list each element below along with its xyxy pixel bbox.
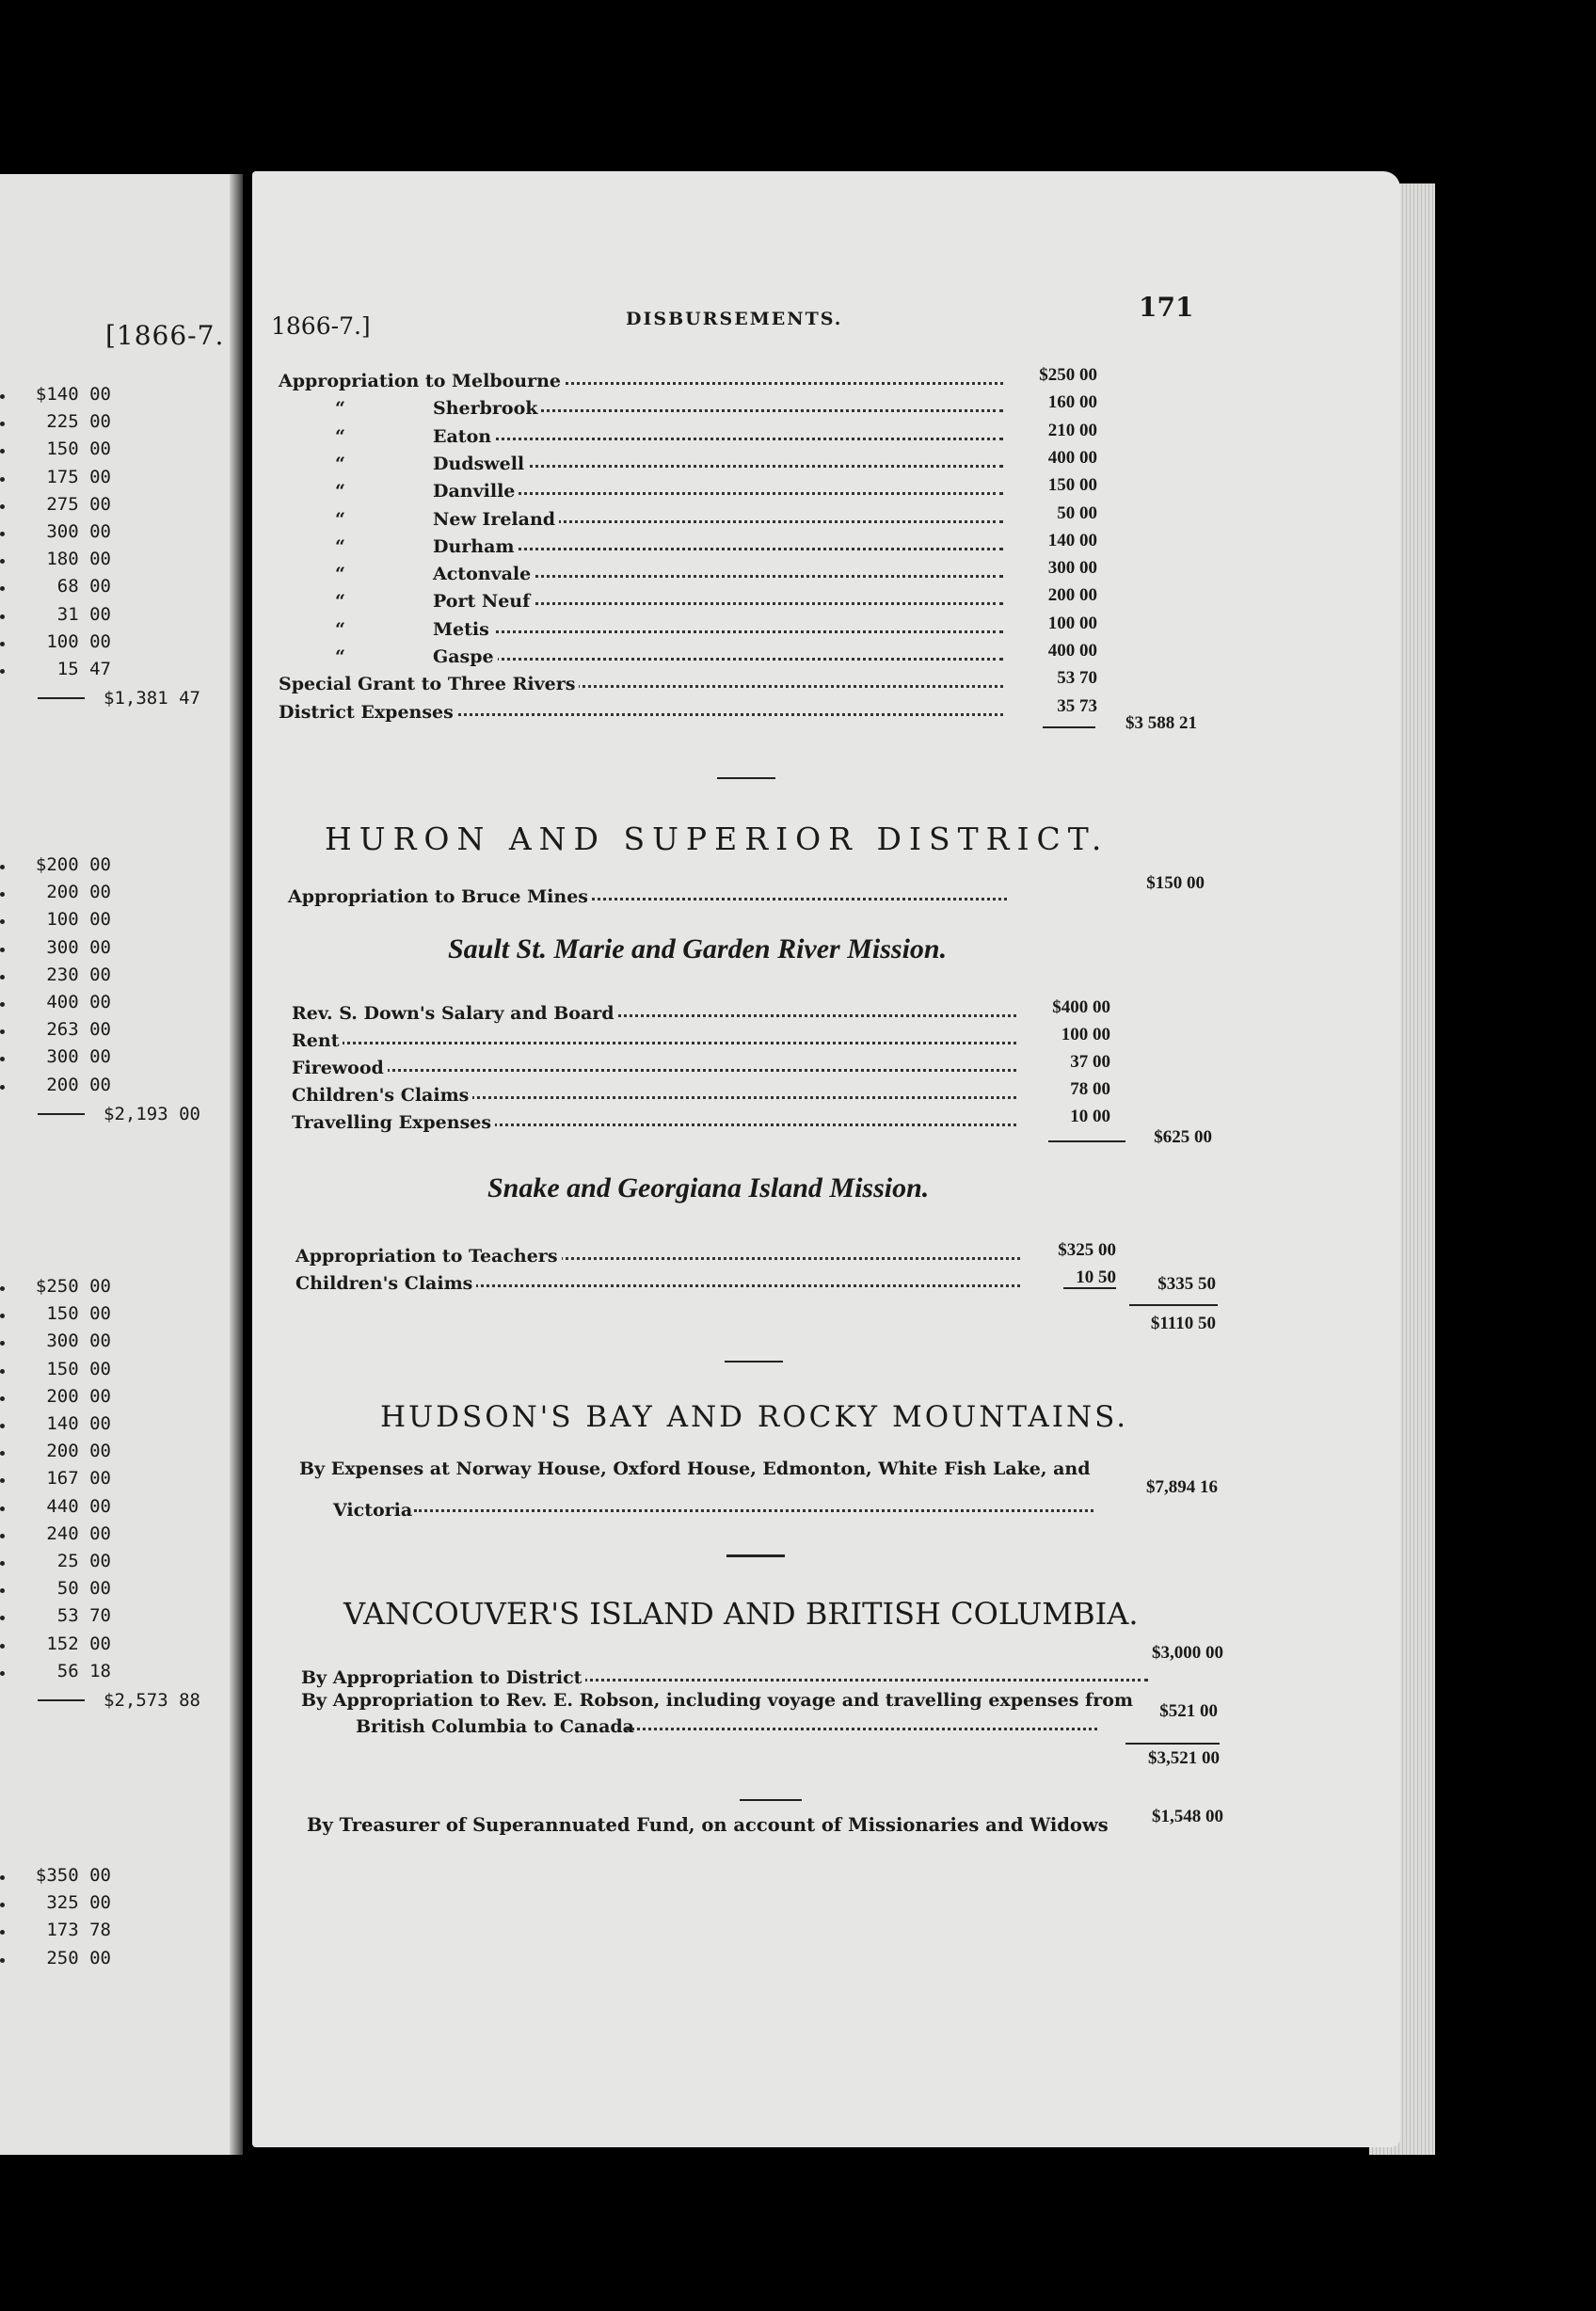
row-label-text: Appropriation to Melbourne: [279, 371, 565, 391]
left-amount: 152 00: [46, 1633, 111, 1654]
row-bullet: [0, 1286, 5, 1291]
row-amount: 100 00: [1047, 613, 1097, 633]
row-label-text: Danville: [433, 481, 519, 502]
left-amount: 180 00: [46, 549, 111, 570]
left-amount: 263 00: [46, 1019, 111, 1041]
row-label: [301, 1667, 585, 1688]
left-amount: 50 00: [56, 1578, 111, 1600]
row-amount: $150 00: [1146, 873, 1205, 893]
vancouver-row2-line2: [356, 1716, 638, 1737]
row-label: [292, 1030, 343, 1051]
ditto-mark: “: [335, 508, 345, 530]
ditto-mark: “: [335, 453, 345, 474]
left-amount: 200 00: [46, 1074, 111, 1095]
row-amount: 400 00: [1047, 641, 1097, 661]
running-head-year: 1866-7.]: [271, 312, 371, 340]
row-label: [292, 1112, 495, 1133]
sault-total: $625 00: [1154, 1127, 1212, 1147]
row-label-text: Gaspe: [433, 646, 498, 667]
row-bullet: [0, 1958, 5, 1963]
vancouver-row2-line1: By Appropriation to Rev. E. Robson, including voyage and travelling expenses from: [301, 1690, 1133, 1711]
left-amount: 68 00: [56, 576, 111, 598]
row-amount: 200 00: [1047, 585, 1097, 606]
book-gutter: [230, 174, 243, 2155]
row-label-text: Port Neuf: [433, 591, 534, 612]
row-label: [433, 481, 519, 502]
row-amount: $250 00: [1039, 365, 1097, 385]
row-bullet: [0, 1085, 5, 1090]
row-bullet: [0, 614, 5, 619]
row-bullet: [0, 1506, 5, 1511]
left-amount: 15 47: [56, 659, 111, 679]
row-bullet: [0, 642, 5, 646]
row-label: [279, 674, 579, 694]
left-group-total: $2,573 88: [104, 1690, 200, 1711]
row-bullet: [0, 975, 5, 980]
section-divider: [725, 1361, 783, 1363]
leader-dots: [433, 658, 1003, 661]
row-label-text: Metis: [433, 619, 493, 640]
left-amount: 175 00: [46, 466, 111, 487]
huron-heading: HURON AND SUPERIOR DISTRICT.: [325, 821, 1109, 857]
left-amount: 300 00: [46, 521, 111, 542]
row-label-text: Special Grant to Three Rivers: [279, 674, 579, 694]
row-amount: 10 00: [1070, 1107, 1110, 1126]
row-amount: 150 00: [1047, 475, 1097, 496]
row-label: [433, 454, 528, 474]
row-amount: 300 00: [1047, 558, 1097, 579]
leader-dots: [433, 548, 1003, 550]
left-amount: 230 00: [46, 964, 111, 985]
left-amount: $200 00: [35, 854, 111, 875]
left-amount: 167 00: [46, 1468, 111, 1490]
ditto-mark: “: [335, 481, 345, 502]
section-divider: [717, 777, 775, 779]
left-amount: 173 78: [46, 1920, 111, 1941]
row-label-text: New Ireland: [433, 509, 559, 530]
row-label-text: Travelling Expenses: [292, 1112, 495, 1133]
sault-total-rule: [1048, 1140, 1125, 1142]
row-label: [279, 702, 457, 723]
melbourne-total: $3 588 21: [1125, 713, 1197, 733]
vancouver-row2-amount: $521 00: [1159, 1701, 1218, 1721]
snake-total: $335 50: [1157, 1274, 1216, 1294]
row-label-text: Dudswell: [433, 454, 528, 474]
left-amount: 150 00: [46, 438, 111, 460]
left-group-total: $1,381 47: [104, 688, 200, 709]
vancouver-total: $3,521 00: [1148, 1748, 1220, 1768]
huron-district-total: $1110 50: [1150, 1314, 1216, 1333]
row-amount: 78 00: [1070, 1079, 1110, 1099]
leader-dots: [414, 1509, 1093, 1512]
vancouver-total-rule: [1125, 1743, 1220, 1745]
row-label-text: Eaton: [433, 426, 495, 447]
row-label: [292, 1085, 472, 1106]
section-divider: [740, 1799, 802, 1801]
row-bullet: [0, 1002, 5, 1007]
superannuated-amount: $1,548 00: [1152, 1807, 1223, 1826]
melbourne-total-rule: [1043, 726, 1095, 728]
left-amount: $350 00: [35, 1865, 111, 1886]
row-amount: $325 00: [1058, 1240, 1116, 1260]
row-bullet: [0, 1534, 5, 1538]
row-label: [433, 509, 559, 530]
row-amount: 37 00: [1070, 1052, 1110, 1072]
left-total-rule: [38, 1113, 85, 1115]
row-label: [288, 886, 592, 907]
left-amount: 300 00: [46, 1331, 111, 1352]
left-amount: 31 00: [56, 603, 111, 625]
hudson-line1: By Expenses at Norway House, Oxford House, Edmonton, White Fish Lake, and: [299, 1458, 1091, 1479]
left-total-rule: [38, 697, 85, 699]
row-bullet: [0, 1369, 5, 1374]
row-label-text: Rev. S. Down's Salary and Board: [292, 1003, 618, 1024]
row-bullet: [0, 1561, 5, 1566]
row-bullet: [0, 865, 5, 869]
left-amount: 140 00: [46, 1413, 111, 1434]
ditto-mark: “: [335, 646, 345, 667]
page-number: 171: [1139, 292, 1194, 323]
row-label: [433, 646, 498, 667]
row-label-text: Firewood: [292, 1058, 388, 1078]
left-amount: 100 00: [46, 909, 111, 931]
row-label-text: Appropriation to Bruce Mines: [288, 886, 592, 907]
ditto-mark: “: [335, 564, 345, 585]
right-page: [252, 171, 1400, 2147]
row-label: [433, 536, 519, 557]
row-bullet: [0, 477, 5, 482]
row-label: [292, 1058, 388, 1078]
hudson-line2: [333, 1500, 416, 1521]
left-amount: 225 00: [46, 411, 111, 433]
row-amount: 10 50: [1076, 1267, 1116, 1287]
left-amount: 25 00: [56, 1551, 111, 1571]
row-label: [433, 591, 534, 612]
left-amount: 240 00: [46, 1522, 111, 1544]
vancouver-row2-line2-text: British Columbia to Canada: [356, 1716, 638, 1737]
left-amount: 400 00: [46, 992, 111, 1012]
left-amount: 56 18: [56, 1660, 111, 1681]
leader-dots: [433, 630, 1003, 633]
row-label: [433, 564, 535, 584]
left-running-head: [1866-7.: [105, 320, 225, 351]
row-label: [279, 371, 565, 391]
row-label-text: District Expenses: [279, 702, 457, 723]
row-amount: 50 00: [1057, 502, 1097, 523]
row-bullet: [0, 394, 5, 399]
row-amount: 160 00: [1047, 392, 1097, 413]
row-bullet: [0, 532, 5, 536]
row-label: [295, 1273, 476, 1294]
left-amount: 200 00: [46, 882, 111, 903]
row-amount: 100 00: [1061, 1025, 1110, 1044]
left-amount: $140 00: [35, 384, 111, 405]
leader-dots: [627, 1728, 1097, 1730]
row-amount: 53 70: [1057, 668, 1097, 689]
ditto-mark: “: [335, 618, 345, 640]
left-amount: 250 00: [46, 1947, 111, 1968]
superannuated-label: By Treasurer of Superannuated Fund, on account of Missionaries and Widows: [307, 1814, 1109, 1836]
sault-heading: Sault St. Marie and Garden River Mission.: [448, 933, 948, 964]
row-amount: 140 00: [1047, 530, 1097, 550]
hudson-heading: HUDSON'S BAY AND ROCKY MOUNTAINS.: [380, 1400, 1129, 1434]
ditto-mark: “: [335, 535, 345, 557]
row-label-text: Children's Claims: [295, 1273, 476, 1294]
hudson-line2-text: Victoria: [333, 1500, 416, 1521]
left-total-rule: [38, 1699, 85, 1701]
snake-heading: Snake and Georgiana Island Mission.: [487, 1172, 930, 1203]
left-amount: 275 00: [46, 493, 111, 515]
row-amount: $3,000 00: [1152, 1643, 1223, 1663]
row-bullet: [0, 1424, 5, 1428]
district-total-rule: [1129, 1304, 1218, 1306]
left-amount: 53 70: [56, 1605, 111, 1627]
left-amount: 200 00: [46, 1441, 111, 1462]
leader-dots: [433, 438, 1003, 440]
row-amount: 35 73: [1057, 695, 1097, 716]
left-amount: 150 00: [46, 1303, 111, 1325]
leader-dots: [292, 1042, 1016, 1044]
left-amount: 440 00: [46, 1495, 111, 1517]
left-amount: 300 00: [46, 936, 111, 958]
row-bullet: [0, 669, 5, 674]
row-label: [433, 619, 493, 640]
vancouver-heading: VANCOUVER'S ISLAND AND BRITISH COLUMBIA.: [343, 1596, 1139, 1632]
row-label-text: Sherbrook: [433, 398, 541, 419]
row-amount: $400 00: [1052, 997, 1110, 1017]
row-bullet: [0, 1644, 5, 1649]
section-divider: [726, 1554, 785, 1557]
running-head-title: DISBURSEMENTS.: [626, 309, 843, 329]
row-label-text: Children's Claims: [292, 1085, 472, 1106]
row-label: [292, 1003, 618, 1024]
row-label-text: Appropriation to Teachers: [295, 1246, 562, 1267]
row-label-text: Rent: [292, 1030, 343, 1051]
left-amount: $250 00: [35, 1276, 111, 1297]
ditto-mark: “: [335, 591, 345, 613]
left-group-total: $2,193 00: [104, 1103, 200, 1124]
row-bullet: [0, 1396, 5, 1401]
row-amount: 210 00: [1047, 420, 1097, 440]
snake-subtotal-rule: [1063, 1287, 1116, 1289]
ditto-mark: “: [335, 398, 345, 420]
ditto-mark: “: [335, 425, 345, 447]
row-label: [433, 426, 495, 447]
row-label: [295, 1246, 562, 1267]
left-amount: 100 00: [46, 630, 111, 652]
row-bullet: [0, 1671, 5, 1676]
row-label-text: By Appropriation to District: [301, 1667, 585, 1688]
left-amount: 150 00: [46, 1358, 111, 1379]
row-label: [433, 398, 541, 419]
row-label-text: Durham: [433, 536, 519, 557]
hudson-amount: $7,894 16: [1146, 1477, 1218, 1497]
left-amount: 325 00: [46, 1892, 111, 1914]
row-amount: 400 00: [1047, 447, 1097, 468]
left-amount: 300 00: [46, 1046, 111, 1068]
row-bullet: [0, 948, 5, 952]
row-bullet: [0, 1875, 5, 1880]
row-bullet: [0, 504, 5, 509]
leader-dots: [292, 1069, 1016, 1072]
left-amount: 200 00: [46, 1385, 111, 1407]
row-label-text: Actonvale: [433, 564, 535, 584]
